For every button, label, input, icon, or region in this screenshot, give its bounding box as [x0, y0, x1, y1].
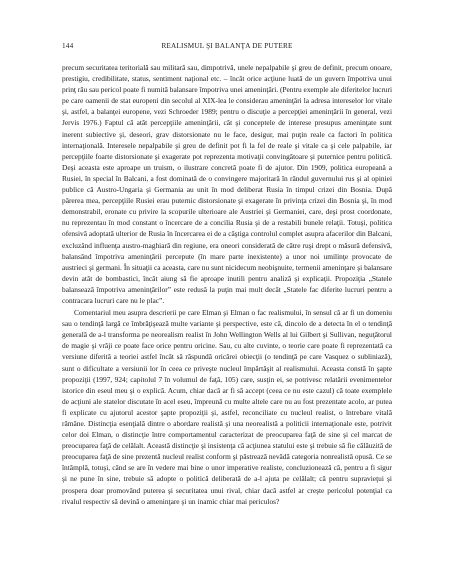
paragraph: precum securitatea teritorială sau militară sau, dimpotrivă, unele nepalpabile şi greu de definit, precum onoare, prestigiu, credibilitate, status, sentiment naţional etc. – încât orice acţiune luată de un guvern împotriva unui prinţ rău sau pericol poate fi numită balansare împotriva unei ameninţări. (Pentru exemple ale diferitelor lucruri pe care oamenii de stat europeni din secolul al XIX-lea le considerau ameninţări la adresa intereselor lor vitale şi, astfel, a balanţei europene, vezi Schroeder 1989; pentru o discuţie a percepţiei ameninţării în general, vezi Jervis 1976.) Faptul că atât percepţiile ameninţării, cât şi conceptele de interese presupus ameninţate sunt inerent subiective şi, deseori, grav distorsionate nu le face, desigur, mai puţin reale ca factori în politica internaţională. Interesele nepalpabile şi greu de definit pot fi la fel de reale şi vitale ca şi cele palpabile, iar percepţiile foarte distorsionate şi exagerate pot reprezenta motivaţii convingătoare şi puternice pentru politică. Deşi aceasta este aproape un truism, o ilustrare concretă poate fi de ajutor. Din 1909, politica europeană a Rusiei, în special în Balcani, a fost dominată de o convingere majoritară în rândul guvernului rus şi al opiniei publice că Austro-Ungaria şi Germania au unit în mod deliberat Rusia în timpul crizei din Bosnia. După părerea mea, percepţiile Rusiei erau puternic distorsionate şi exagerate în privinţa crizei din Bosnia şi, în mod demonstrabil, eronate cu privire la scopurile ulterioare ale Austriei şi Germaniei, care, deşi prost coordonate, nu reprezentau în mod constant o încercare de a concilia Rusia şi de a restabili bunele relaţii. Totuşi, politica ofensivă adoptată ulterior de Rusia în încercarea ei de a câştiga controlul complet asupra afacerilor din Balcani, excluzând influenţa austro-maghiară din regiune, era oneori considerată de către ruşi drept o măsură defensivă, balansând împotriva ameninţării percepute (în mare parte inexistente) a unor noi umilinţe provocate de austrieci şi germani. În situaţii ca aceasta, care nu sunt nicidecum neobişnuite, termenii ameninţare şi balansare devin atât de bombastici, încât aiung să fie aproape inutili pentru analiză şi explicaţii. Propoziţia „Statele balansează împotriva ameninţărilor” este redusă la puţin mai mult decât „Statele fac diferite lucruri pentru a contracara lucruri care nu le plac”.	[62, 63, 392, 305]
book-page	[62, 42, 392, 507]
body-text	[62, 62, 392, 507]
page-number: 144	[62, 42, 74, 50]
paragraph: Comentariul meu asupra descrierii pe care Elman şi Elman o fac realismului, în sensul că ar fi un domeniu sau o tendinţă largă ce îmbrăţişează multe variante şi perspective, este că, dincolo de a detecta în el o tendinţă generală de a-l transforma pe neorealism realist în John Wellington Wells al lui Gilbert şi Sullivan, neguţătorul de magie şi vrăji ce poate face orice pentru oricine. Sau, cu alte cuvinte, o teorie care poate fi reprezentată ca versiune diferită a teoriei astfel încât să răspundă oricărei obiecţii (o tendinţă pe care Vasquez o subliniază), sunt o dificultate a versiunii lor în ceea ce priveşte nucleul împărtăşit al realismului. Aceasta constă în şapte propoziţii (1997, 924; capitolul 7 în volumul de faţă, 105) care, susţin ei, se potrivesc relatării evenimentelor istorice din eseul meu şi o explică. Acum, chiar dacă ar fi să accept (ceea ce nu este cazul) că toate exemplele de acţiuni ale statelor discutate în acel eseu, împreună cu multe altele care nu au fost prezentate acolo, ar putea fi explicate cu ajutorul acestor şapte propoziţii şi, astfel, reconciliate cu nucleul realist, o întrebare vitală rămâne. Distincţia esenţială dintre o abordare realistă şi una neorealistă a politicii internaţionale este, potrivit celor doi Elman, o distincţie între comportamentul caracterizat de preocuparea faţă de sine şi cel marcat de preocuparea faţă de celălalt. Această distincţie şi insistenţa că acţiunea statului este şi trebuie să fie călăuzită de preocuparea faţă de sine prezentă nucleul realist conform şi păstrează nevădă categoria nonrealistă opusă. Ce se întâmplă, totuşi, când se are în vedere mai bine o unor imperative realiste, concluzionează că, pentru a fi sigur şi ne pune în sine, trebuie să adopte o politică deliberată de a-l ajuta pe celălalt; că pentru supravieţui şi prospera doar promovând puterea şi securitatea unui rival, chiar dacă astfel ar creşte pericolul potenţial ca rivalul respectiv să devină o ameninţare şi un inamic chiar mai periculos?	[62, 308, 392, 506]
running-title: REALISMUL ŞI BALANŢA DE PUTERE	[161, 42, 293, 50]
running-header	[62, 42, 392, 50]
